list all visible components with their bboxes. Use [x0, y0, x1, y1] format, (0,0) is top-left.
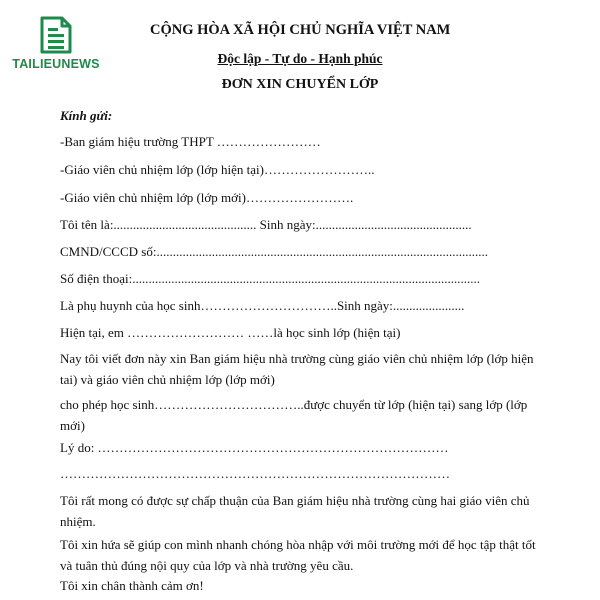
document-icon	[39, 16, 73, 54]
promise-paragraph: Tôi xin hứa sẽ giúp con mình nhanh chóng hòa nhập với môi trường mới để học tập thật tốt và tuân thủ đúng nội quy của lớp và nhà trường yêu cầu.	[60, 537, 536, 573]
id-number-field: CMND/CCCD số:......................................................................................................	[60, 244, 488, 259]
national-title: CỘNG HÒA XÃ HỘI CHỦ NGHĨA VIỆT NAM	[150, 22, 451, 38]
recipient-line: -Giáo viên chủ nhiệm lớp (lớp hiện tại)……………………..	[60, 162, 375, 177]
recipient-line: -Ban giám hiệu trường THPT ……………………	[60, 134, 321, 149]
current-class-field: Hiện tại, em ……………………… ……là học sinh lớp (hiện tại)	[60, 325, 401, 340]
document-title: ĐƠN XIN CHUYỂN LỚP	[221, 77, 379, 92]
reason-field: Lý do: ………………………………………………………………………	[60, 440, 449, 455]
parent-student-field: Là phụ huynh của học sinh…………………………..Sinh ngày:......................	[60, 298, 465, 313]
brand-name: TAILIEUNEWS	[12, 57, 100, 71]
request-paragraph: Nay tôi viết đơn này xin Ban giám hiệu nhà trường cùng giáo viên chủ nhiệm lớp (lớp hiện tai) và giáo viên chủ nhiệm lớp (lớp mới)	[60, 351, 534, 387]
recipient-line: -Giáo viên chủ nhiệm lớp (lớp mới)…………………….	[60, 190, 354, 205]
salutation: Kính gửi:	[60, 108, 113, 123]
name-birthdate-field: Tôi tên là:............................................ Sinh ngày:................................................	[60, 217, 472, 232]
national-motto: Độc lập - Tự do - Hạnh phúc	[217, 51, 383, 66]
permission-paragraph: cho phép học sinh……………………………..được chuyển từ lớp (hiện tại) sang lớp (lớp mới)	[60, 397, 528, 433]
thanks-line: Tôi xin chân thành cảm ơn!	[60, 578, 204, 593]
reason-continued-field: ………………………………………………………………………………	[60, 466, 450, 481]
phone-field: Số điện thoại:...........................................................................................................	[60, 271, 480, 286]
hope-paragraph: Tôi rất mong có được sự chấp thuận của Ban giám hiệu nhà trường cùng hai giáo viên chủ nhiệm.	[60, 493, 530, 529]
brand-logo	[10, 16, 102, 71]
